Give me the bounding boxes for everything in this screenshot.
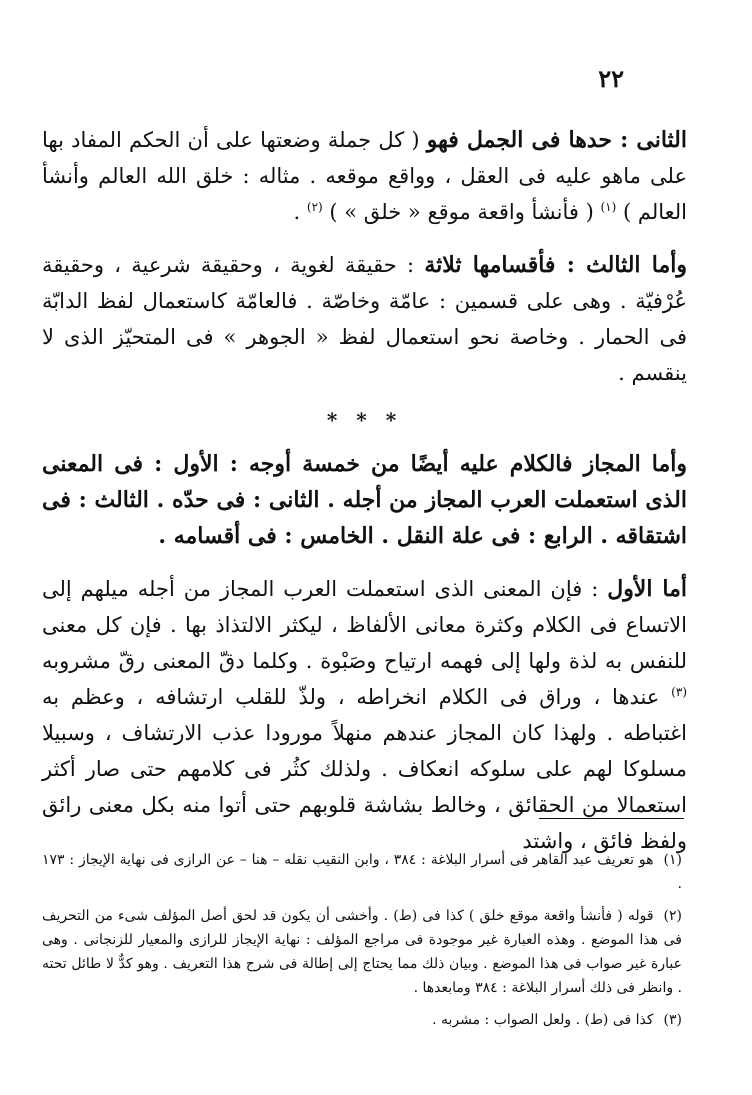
footnote-divider [539, 818, 684, 819]
footnote [42, 1008, 682, 1032]
paragraph-lead: وأما الثالث : فأقسامها ثلاثة [424, 252, 688, 278]
paragraph-text: ( فأنشأ واقعة موقع « خلق » ) [329, 200, 601, 224]
paragraph-first-aspect [42, 571, 687, 859]
paragraph-divisions [42, 247, 687, 391]
footnote [42, 848, 682, 896]
paragraph-majaz-intro: وأما المجاز فالكلام عليه أيضًا من خمسة أوجه : الأول : فى المعنى الذى استعملت العرب المجاز من أجله . الثانى : فى حدّه . الثالث : فى اشتقاقه . الرابع : فى علة النقل . الخامس : فى أقسامه . [42, 451, 687, 549]
footnote-number: (٣) [663, 1012, 682, 1028]
footnote-text: هو تعريف عبد القاهر فى أسرار البلاغة : ٣٨٤ ، وابن النقيب نقله – هنا – عن الرازى فى نهاية الإيجاز : ١٧٣ . [42, 852, 682, 892]
footnote-ref: (١) [600, 200, 617, 214]
paragraph-text: عندها ، وراق فى الكلام انخراطه ، ولذّ للقلب ارتشافه ، وعظم به اغتباطه . ولهذا كان المجاز عندهم منهلاً مورودا عذب الارتشاف ، وسبيلا مسلوكا لهم على سلوكه انعكاف . ولذلك كثُر فى كلامهم حتى صار أكثر استعمالا من الحقائق ، وخالط بشاشة قلوبهم حتى أتوا منه بكل معنى رائق ولفظ فائق ، واشتد [42, 685, 687, 853]
footnote-ref: (٣) [671, 685, 687, 699]
paragraph-lead: الثانى : حدها فى الجمل فهو [426, 127, 688, 153]
footnote-text: كذا فى (ط) . ولعل الصواب : مشربه . [432, 1012, 654, 1028]
paragraph-text: : حقيقة لغوية ، وحقيقة شرعية ، وحقيقة عُرْفيّة . وهى على قسمين : عامّة وخاصّة . فالعامّة كاستعمال لفظ الدابّة فى الحمار . وخاصة نحو استعمال لفظ « الجوهر » فى المتحيّز الذى لا ينقسم . [42, 253, 687, 385]
paragraph-lead: أما الأول [607, 576, 687, 602]
footnote [42, 904, 682, 1000]
section-separator: * * * [326, 408, 403, 432]
footnote-number: (١) [663, 852, 682, 868]
footnote-text: قوله ( فأنشأ واقعة موقع خلق ) كذا فى (ط) . وأخشى أن يكون قد لحق أصل المؤلف شىء من التحريف فى هذا الموضع . وهذه العبارة غير موجودة فى مراجع المؤلف : نهاية الإيجاز للرازى والمعيار للزنجانى . وهى عبارة غير صواب فى هذا الموضع . وبيان ذلك مما يحتاج إلى إطالة فى شرح هذا التعريف . وهو كدٌّ لا طائل تحته . وانظر فى ذلك أسرار البلاغة : ٣٨٤ ومابعدها . [42, 908, 682, 996]
footnotes [42, 848, 682, 1040]
paragraph-text: ( كل جملة وضعتها على أن الحكم المفاد بها على ماهو عليه فى العقل ، وواقع موقعه . مثاله : خلق الله العالم وأنشأ العالم ) [42, 128, 687, 224]
paragraph-definition-sentences [42, 122, 687, 230]
main-text [42, 122, 687, 876]
page-number: ٢٢ [598, 64, 624, 93]
paragraph-text: . [293, 200, 307, 224]
paragraph-text: : فإن المعنى الذى استعملت العرب المجاز من أجله ميلهم إلى الاتساع فى الكلام وكثرة معانى الألفاظ ، ليكثر الالتذاذ بها . فإن كل معنى للنفس به لذة ولها إلى فهمه ارتياح وصَبْوة . وكلما دقّ المعنى رقّ مشروبه [42, 577, 687, 673]
footnote-number: (٢) [663, 908, 682, 924]
footnote-ref: (٢) [306, 200, 323, 214]
